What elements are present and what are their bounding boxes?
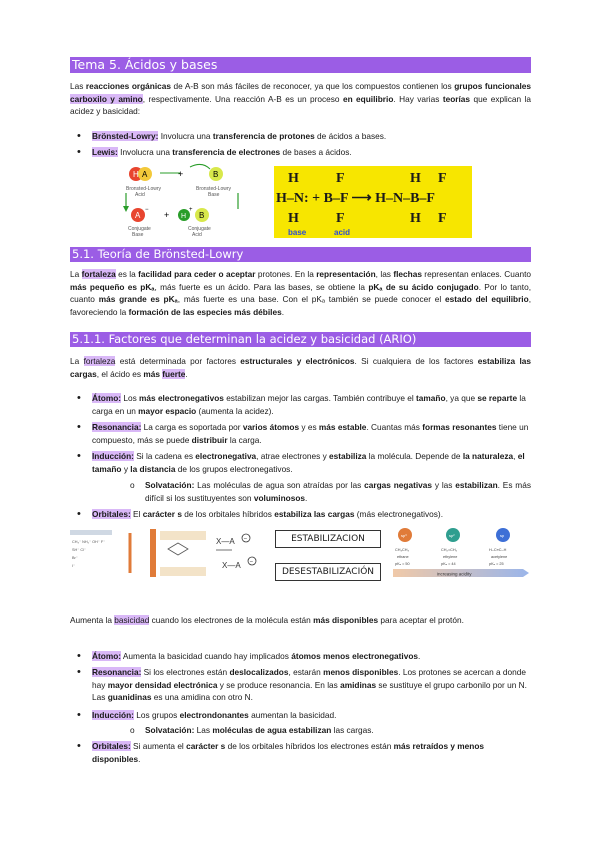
text-run: voluminosos <box>253 492 305 503</box>
text-run: fuerte <box>162 368 186 379</box>
text-run: moléculas de agua estabilizan <box>212 725 332 735</box>
text-run: cargas negativas <box>364 480 433 490</box>
text-run: La <box>70 269 82 279</box>
text-run: Las <box>194 725 213 735</box>
svg-text:H: H <box>288 211 299 226</box>
section-5-1-paragraph <box>70 268 531 318</box>
item-label: Átomo: <box>92 393 122 403</box>
text-run: tiene un compuesto, más se puede <box>92 422 529 445</box>
text-run: . Si cualquiera de los factores <box>354 356 478 366</box>
acid-factor-orbitals <box>92 508 532 521</box>
text-run: carácter s <box>142 509 182 519</box>
text-run: las cargas. <box>331 725 374 735</box>
item-label: Orbitales: <box>92 741 131 751</box>
text-run: electrondonantes <box>179 710 249 720</box>
item-label: Inducción: <box>92 451 134 461</box>
text-run: más grande es pKₐ <box>98 294 178 305</box>
text-run: la carga. <box>227 434 262 445</box>
text-run: Las moléculas de agua son atraídas por las <box>194 480 365 490</box>
svg-text:SH⁻ Cl⁻: SH⁻ Cl⁻ <box>72 548 86 552</box>
item-label: Átomo: <box>92 651 122 661</box>
text-run: es la <box>115 269 139 279</box>
bronsted-lowry-figure <box>120 163 245 243</box>
acid-caption: Bronsted-Lowry <box>126 186 162 192</box>
base-factor-solvation <box>145 724 531 737</box>
acetylene-pka: pKₐ = 25 <box>489 562 504 566</box>
svg-text:F: F <box>336 211 345 226</box>
svg-text:A: A <box>135 211 141 220</box>
x-a-anion-figure <box>212 530 268 574</box>
text-run: . Por lo tanto, cuanto <box>70 281 531 305</box>
text-run: representación <box>316 269 376 279</box>
text-run: facilidad para ceder o aceptar <box>138 269 256 279</box>
intro-paragraph: Las reacciones orgánicas de A-B son más fáciles de reconocer, ya que los compuestos contienen los grupos funcionales carboxilo y amino, respectivamente. Una reacción A-B es un proceso en equilibrio. Hay varias teorías que explican la acidez y basicidad: <box>70 81 532 117</box>
text-run: más pequeño es pKₐ <box>70 281 155 292</box>
x-a-label-bottom: X—A <box>222 561 241 570</box>
text-run: Los <box>121 393 140 403</box>
text-run: más <box>143 368 163 379</box>
svg-text:−: − <box>249 559 254 566</box>
text-run: fortaleza <box>83 356 116 366</box>
text-run: aumentan la basicidad. <box>248 710 337 720</box>
item-label: Orbitales: <box>92 509 131 519</box>
text-run: , las <box>375 269 394 279</box>
text-run: y es <box>299 422 319 432</box>
item-label: Inducción: <box>92 710 134 720</box>
text-run: flechas <box>393 269 422 279</box>
svg-text:H–C≡C–H: H–C≡C–H <box>489 548 507 552</box>
text-run: Si la cadena es <box>133 451 196 461</box>
svg-text:H: H <box>288 171 299 186</box>
hybrid-orbitals-figure <box>391 527 533 579</box>
base-factor-induction <box>92 709 532 722</box>
text-run: fortaleza <box>81 269 116 279</box>
text-run: (aumenta la acidez). <box>196 405 274 416</box>
basicity-intro <box>70 614 531 627</box>
estabilizacion-box: ESTABILIZACION <box>275 530 381 548</box>
text-run: está determinada por factores <box>115 356 241 366</box>
atom-size-table-figure <box>68 527 148 579</box>
svg-text:H: H <box>410 171 421 186</box>
text-run: la molécula. Depende de <box>366 451 463 461</box>
text-run: , más fuerte es un ácido. Para las bases, se obtiene la <box>154 281 369 292</box>
section-5-1-title: 5.1. Teoría de Brönsted-Lowry <box>70 247 531 262</box>
acid-a-label: A <box>142 170 148 179</box>
lewis-base-label: base <box>288 228 307 237</box>
text-run: formas resonantes <box>422 422 497 432</box>
text-run: Los grupos <box>133 710 180 720</box>
base-factor-resonance <box>92 666 532 704</box>
plus-sign-bottom: + <box>164 210 170 220</box>
ethylene-label: ethylene <box>443 555 458 559</box>
text-run: pKₐ de su ácido conjugado <box>368 281 479 292</box>
text-run: (más electronegativos). <box>354 509 444 519</box>
text-run: estabiliza las cargas <box>70 356 531 379</box>
text-run: . Cuantas más <box>366 422 423 432</box>
text-run: carácter s <box>186 741 226 751</box>
text-run: cuando los electrones de la molécula están <box>149 615 314 625</box>
text-run: estructurales y electrónicos <box>240 356 355 366</box>
text-run: de los grupos electronegativos. <box>175 463 293 474</box>
ethane-pka: pKₐ = 50 <box>395 562 410 566</box>
acid-factor-resonance <box>92 421 532 446</box>
text-run: . <box>138 753 141 764</box>
text-run: , más fuerte es una base. Con el pKₐ también se puede conocer el <box>177 294 446 305</box>
text-run: Solvatación: <box>145 725 195 735</box>
resonance-figure <box>150 527 210 579</box>
text-run: mayor densidad electrónica <box>107 679 218 690</box>
base-b-label: B <box>213 170 219 179</box>
text-run: , ya que <box>445 393 478 403</box>
svg-text:CH₂=CH₂: CH₂=CH₂ <box>441 548 458 552</box>
item-label: Resonancia: <box>92 422 142 432</box>
svg-text:−: − <box>145 207 149 213</box>
x-a-label-top: X—A <box>216 537 235 546</box>
svg-text:−: − <box>243 536 248 543</box>
text-run: distribuir <box>191 434 228 445</box>
svg-text:F: F <box>336 171 345 186</box>
text-run: varios átomos <box>242 422 300 432</box>
text-run: Aumenta la basicidad cuando hay implicados <box>121 651 292 661</box>
ethane-label: ethane <box>397 555 409 559</box>
chapter-title: Tema 5. Ácidos y bases <box>70 57 531 73</box>
text-run: la distancia <box>130 463 176 474</box>
svg-text:CH₃⁻ NH₂⁻ OH⁻ F⁻: CH₃⁻ NH₂⁻ OH⁻ F⁻ <box>72 540 106 544</box>
text-run: más retraídos y menos disponibles <box>92 741 485 764</box>
text-run: y <box>121 463 131 474</box>
text-run: más estable <box>318 422 367 432</box>
svg-text:CH₃CH₃: CH₃CH₃ <box>395 548 410 552</box>
text-run: Si aumenta el <box>130 741 187 751</box>
svg-text:B: B <box>199 211 205 220</box>
text-run: . <box>305 492 308 503</box>
item-label: Resonancia: <box>92 667 142 677</box>
theory-lewis: • Lewis: Involucra una transferencia de electrones de bases a ácidos. <box>92 146 532 159</box>
text-run: para aceptar el protón. <box>378 615 464 625</box>
section-5-1-1-intro <box>70 355 531 380</box>
section-5-1-1-title: 5.1.1. Factores que determinan la acidez y basicidad (ARIO) <box>70 332 531 347</box>
text-run: tamaño <box>416 393 446 403</box>
svg-text:I⁻: I⁻ <box>72 564 76 568</box>
text-run: . <box>418 651 421 661</box>
conj-acid-caption: Conjugate <box>188 226 211 232</box>
svg-text:Br⁻: Br⁻ <box>72 556 78 560</box>
lewis-acid-label: acid <box>334 228 351 237</box>
text-run: de los orbitales híbridos los electrones están <box>225 741 394 751</box>
svg-text:H: H <box>181 213 187 220</box>
text-run: estabiliza las cargas <box>274 509 355 519</box>
lewis-figure <box>274 166 472 238</box>
text-run: protones. En la <box>255 269 317 279</box>
base-factor-orbitals <box>92 740 532 765</box>
text-run: . Los protones se acercan a donde hay <box>92 667 526 690</box>
desestabilizacion-box: DESESTABILIZACIÓN <box>275 563 381 581</box>
text-run: representan enlaces. Cuanto <box>421 269 531 279</box>
text-run: y las <box>432 480 456 490</box>
acid-caption-2: Acid <box>135 192 145 198</box>
text-run: deslocalizados <box>229 667 289 677</box>
base-factor-atom <box>92 650 532 663</box>
text-run: la naturaleza <box>462 451 514 461</box>
text-run: la carga en un <box>92 393 526 416</box>
svg-text:sp³: sp³ <box>401 533 407 538</box>
text-run: electronegativa <box>195 451 257 461</box>
acid-factor-atom <box>92 392 532 417</box>
svg-text:sp²: sp² <box>449 533 455 538</box>
text-run: , el ácido es <box>96 368 144 379</box>
text-run: más disponibles <box>313 615 379 625</box>
text-run: , <box>513 451 518 461</box>
text-run: , atrae electrones y <box>256 451 330 461</box>
svg-text:H–N: + B–F ⟶ H–N–B–F: H–N: + B–F ⟶ H–N–B–F <box>276 191 435 206</box>
text-run: estabilizan <box>455 480 498 490</box>
text-run: estabiliza <box>329 451 367 461</box>
text-run: es una amidina con otro N. <box>151 692 253 703</box>
text-run: . Es más difícil si los sustituyentes son <box>145 480 531 503</box>
text-run: de los orbitales híbridos <box>181 509 275 519</box>
text-run: El <box>130 509 143 519</box>
base-caption-2: Base <box>208 192 220 198</box>
text-run: mayor espacio <box>138 405 197 416</box>
text-run: . <box>185 368 188 379</box>
svg-text:sp: sp <box>500 533 505 538</box>
ethylene-pka: pKₐ = 44 <box>441 562 456 566</box>
text-run: el tamaño <box>92 451 525 474</box>
text-run: , favoreciendo la <box>70 294 531 317</box>
acid-factor-solvation <box>145 479 531 504</box>
text-run: estado del equilibrio <box>445 294 529 305</box>
text-run: formación de las especies más débiles <box>128 306 282 317</box>
text-run: guanidinas <box>107 692 152 703</box>
text-run: Solvatación: <box>145 480 195 490</box>
svg-text:+: + <box>189 207 193 213</box>
plus-sign-top: + <box>178 169 184 179</box>
text-run: menos disponibles <box>323 667 399 677</box>
svg-text:H: H <box>133 170 139 179</box>
text-run: se reparte <box>477 393 518 403</box>
text-run: se sustituye el grupo carbonilo por un N. Las <box>92 679 527 703</box>
text-run: La <box>70 356 84 366</box>
text-run: estabilizan mejor las cargas. También contribuye el <box>223 393 417 403</box>
svg-text:H: H <box>410 211 421 226</box>
text-run: . <box>281 306 284 317</box>
svg-text:F: F <box>438 211 447 226</box>
text-run: amidinas <box>340 679 377 690</box>
conj-base-caption-2: Base <box>132 232 144 238</box>
text-run: Si los electrones están <box>141 667 230 677</box>
conj-acid-caption-2: Acid <box>192 232 202 238</box>
base-caption: Bronsted-Lowry <box>196 186 232 192</box>
text-run: La carga es soportada por <box>141 422 243 432</box>
text-run: Aumenta la <box>70 615 115 625</box>
text-run: y se produce resonancia. En las <box>217 679 341 690</box>
theory-bronsted: • Brönsted-Lowry: Involucra una transferencia de protones de ácidos a bases. <box>92 130 532 143</box>
text-run: más electronegativos <box>139 393 224 403</box>
text-run: basicidad <box>114 615 150 625</box>
conj-base-caption: Conjugate <box>128 226 151 232</box>
text-run: , estarán <box>288 667 324 677</box>
svg-text:F: F <box>438 171 447 186</box>
increasing-acidity-label: increasing acidity <box>437 571 472 577</box>
text-run: átomos menos electronegativos <box>291 651 419 661</box>
acetylene-label: acetylene <box>491 555 508 559</box>
acid-factor-induction <box>92 450 532 475</box>
